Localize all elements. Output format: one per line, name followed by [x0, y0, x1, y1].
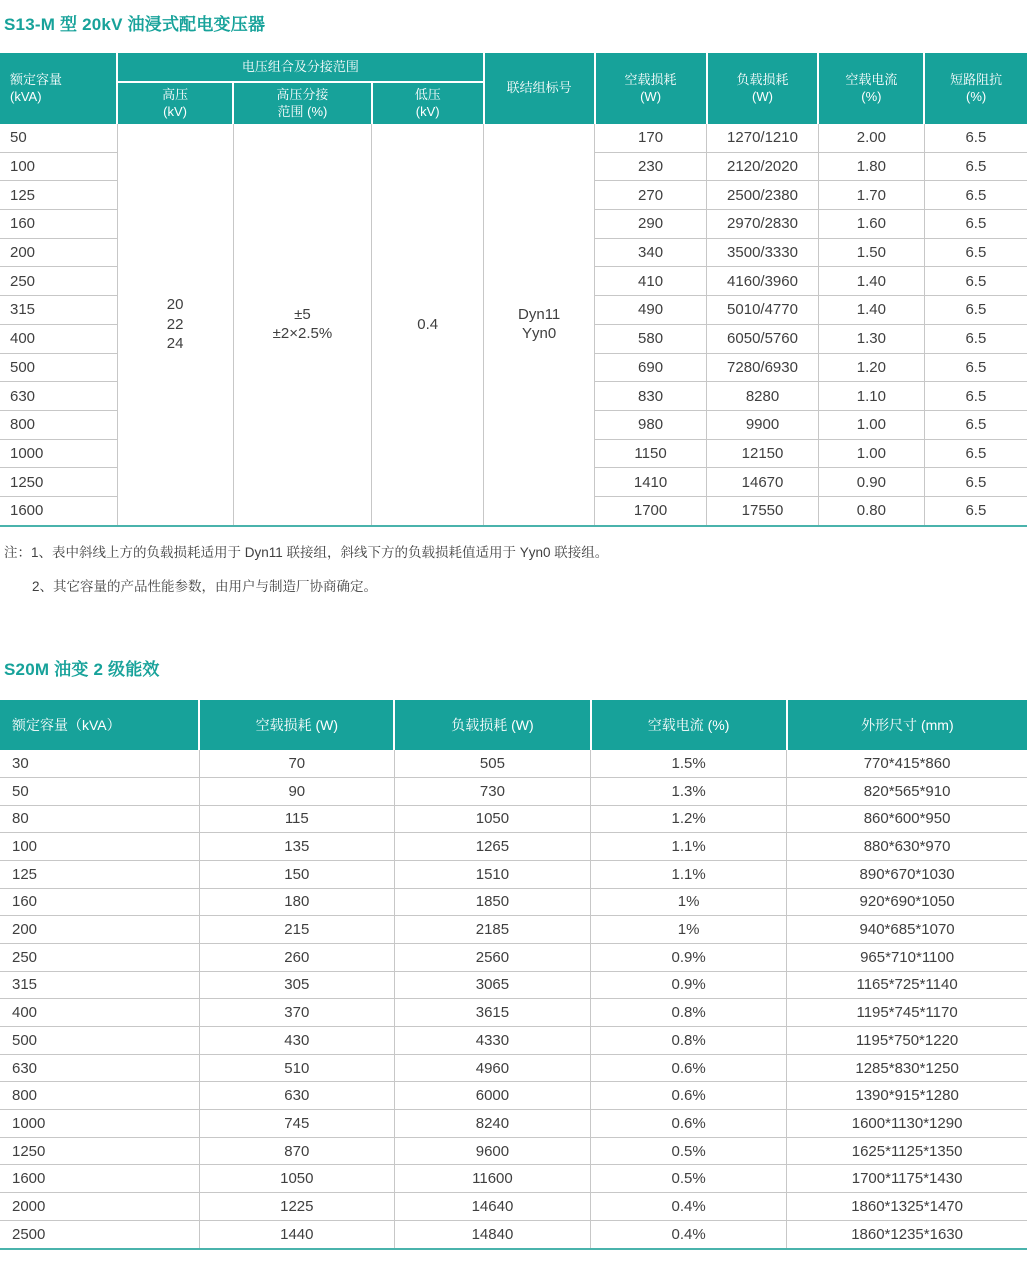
- table-cell: 1%: [591, 888, 787, 916]
- table-cell: 290: [595, 210, 707, 239]
- table-cell: 630: [0, 1054, 199, 1082]
- table-cell: 500: [0, 1027, 199, 1055]
- table-row: [0, 860, 1027, 888]
- t1-header-no-load-loss: [595, 53, 707, 124]
- table-row: [0, 1110, 1027, 1138]
- table-cell: 745: [199, 1110, 394, 1138]
- table-cell: 580: [595, 324, 707, 353]
- t1-header: [0, 53, 1027, 124]
- table-row: [0, 888, 1027, 916]
- table-cell: 270: [595, 181, 707, 210]
- t1-body: [0, 124, 1027, 526]
- note-1-text: 1、表中斜线上方的负载损耗适用于 Dyn11 联接组，斜线下方的负载损耗值适用于 Yyn0 联接组。: [31, 544, 609, 560]
- table-cell: 1.20: [818, 353, 924, 382]
- t1-header-load-loss-unit: (W): [752, 88, 773, 104]
- table-cell: 230: [595, 152, 707, 181]
- table-cell: 2560: [394, 943, 590, 971]
- table-cell: 1.40: [818, 296, 924, 325]
- table-cell: 1700: [595, 496, 707, 525]
- table-cell: 1%: [591, 916, 787, 944]
- t1-vector-group-values: Dyn11 Yyn0: [484, 124, 595, 526]
- table-cell: 0.6%: [591, 1110, 787, 1138]
- table-cell: 1250: [0, 1137, 199, 1165]
- table-cell: 800: [0, 1082, 199, 1110]
- table-cell: 730: [394, 777, 590, 805]
- table-cell: 6.5: [924, 382, 1027, 411]
- table-cell: 1850: [394, 888, 590, 916]
- table-cell: 6050/5760: [707, 324, 819, 353]
- section-s13m: [0, 10, 1027, 597]
- table-cell: 1.00: [818, 439, 924, 468]
- table-cell: 17550: [707, 496, 819, 525]
- table-cell: 260: [199, 943, 394, 971]
- table-row: [0, 1027, 1027, 1055]
- table-cell: 2970/2830: [707, 210, 819, 239]
- table-cell: 370: [199, 999, 394, 1027]
- table-cell: 430: [199, 1027, 394, 1055]
- table-cell: 8280: [707, 382, 819, 411]
- t1-header-row-1: [0, 53, 1027, 82]
- t1-header-rated-capacity-label: 额定容量: [10, 71, 63, 87]
- t1-header-rated-capacity: [0, 53, 117, 124]
- t2-header-load-loss: 负载损耗 (W): [394, 700, 590, 750]
- table-cell: 215: [199, 916, 394, 944]
- table-row: [0, 1082, 1027, 1110]
- table-cell: 1.60: [818, 210, 924, 239]
- table-cell: 305: [199, 971, 394, 999]
- table-cell: 2120/2020: [707, 152, 819, 181]
- table-cell: 3615: [394, 999, 590, 1027]
- table-cell: 1.3%: [591, 777, 787, 805]
- table-cell: 410: [595, 267, 707, 296]
- table-cell: 870: [199, 1137, 394, 1165]
- table-cell: 1265: [394, 833, 590, 861]
- table-cell: 250: [0, 267, 117, 296]
- table-cell: 1390*915*1280: [787, 1082, 1027, 1110]
- table-cell: 820*565*910: [787, 777, 1027, 805]
- t1-notes: [4, 543, 1027, 598]
- table-cell: 8240: [394, 1110, 590, 1138]
- t1-header-voltage-combo: 电压组合及分接范围: [117, 53, 484, 82]
- table-cell: 1165*725*1140: [787, 971, 1027, 999]
- table-cell: 0.5%: [591, 1165, 787, 1193]
- table-cell: 1195*745*1170: [787, 999, 1027, 1027]
- table-cell: 6.5: [924, 439, 1027, 468]
- table-cell: 5010/4770: [707, 296, 819, 325]
- table-cell: 1.80: [818, 152, 924, 181]
- note-2-text: 2、其它容量的产品性能参数，由用户与制造厂协商确定。: [32, 578, 378, 594]
- note-line-2: [4, 577, 1027, 597]
- table-cell: 4960: [394, 1054, 590, 1082]
- table-cell: 200: [0, 238, 117, 267]
- table-cell: 1150: [595, 439, 707, 468]
- table-row: [0, 124, 1027, 152]
- table-cell: 7280/6930: [707, 353, 819, 382]
- table-cell: 200: [0, 916, 199, 944]
- table-cell: 1250: [0, 468, 117, 497]
- t1-header-hv: [117, 82, 233, 124]
- table-cell: 1285*830*1250: [787, 1054, 1027, 1082]
- table-cell: 0.8%: [591, 1027, 787, 1055]
- table-cell: 1.30: [818, 324, 924, 353]
- table-cell: 1.1%: [591, 833, 787, 861]
- table-row: [0, 1220, 1027, 1248]
- table-cell: 12150: [707, 439, 819, 468]
- table-cell: 135: [199, 833, 394, 861]
- table-cell: 1700*1175*1430: [787, 1165, 1027, 1193]
- table-cell: 250: [0, 943, 199, 971]
- table-cell: 1.00: [818, 410, 924, 439]
- t2-header-row: [0, 700, 1027, 750]
- table-cell: 1.1%: [591, 860, 787, 888]
- t1-header-no-load-loss-unit: (W): [640, 88, 662, 104]
- t1-header-lv: [372, 82, 484, 124]
- table-cell: 14840: [394, 1220, 590, 1248]
- table-cell: 860*600*950: [787, 805, 1027, 833]
- table-cell: 2500: [0, 1220, 199, 1248]
- table-cell: 125: [0, 860, 199, 888]
- table-cell: 315: [0, 296, 117, 325]
- table-row: [0, 1165, 1027, 1193]
- table-cell: 505: [394, 750, 590, 777]
- t1-header-impedance-unit: (%): [966, 88, 987, 104]
- t2-header-rated-capacity: 额定容量（kVA）: [0, 700, 199, 750]
- table-cell: 490: [595, 296, 707, 325]
- t2-header-no-load-loss: 空载损耗 (W): [199, 700, 394, 750]
- table-cell: 2500/2380: [707, 181, 819, 210]
- table-cell: 0.8%: [591, 999, 787, 1027]
- table-cell: 2.00: [818, 124, 924, 152]
- table-cell: 11600: [394, 1165, 590, 1193]
- table-cell: 2000: [0, 1193, 199, 1221]
- table-cell: 940*685*1070: [787, 916, 1027, 944]
- table-cell: 630: [0, 382, 117, 411]
- t1-header-no-load-loss-label: 空载损耗: [624, 71, 677, 87]
- table-cell: 3065: [394, 971, 590, 999]
- t1-hv-values: 20 22 24: [117, 124, 233, 526]
- table-row: [0, 971, 1027, 999]
- table-cell: 6.5: [924, 468, 1027, 497]
- table-cell: 1510: [394, 860, 590, 888]
- table-cell: 0.5%: [591, 1137, 787, 1165]
- table-cell: 50: [0, 777, 199, 805]
- table-cell: 0.4%: [591, 1220, 787, 1248]
- table-cell: 0.4%: [591, 1193, 787, 1221]
- table-cell: 0.6%: [591, 1082, 787, 1110]
- table-cell: 1.40: [818, 267, 924, 296]
- table-row: [0, 1193, 1027, 1221]
- table-cell: 315: [0, 971, 199, 999]
- t1-header-impedance: [924, 53, 1027, 124]
- t2-header: [0, 700, 1027, 750]
- t2-body: [0, 750, 1027, 1248]
- table-cell: 160: [0, 888, 199, 916]
- table-cell: 100: [0, 833, 199, 861]
- table-cell: 6.5: [924, 496, 1027, 525]
- table-row: [0, 805, 1027, 833]
- t1-lv-value: 0.4: [372, 124, 484, 526]
- s20m-table: [0, 700, 1027, 1249]
- t1-header-vector-group: 联结组标号: [484, 53, 595, 124]
- table-cell: 50: [0, 124, 117, 152]
- table-cell: 6.5: [924, 267, 1027, 296]
- t1-header-hv-tap-label: 高压分接: [276, 86, 329, 102]
- table-cell: 400: [0, 999, 199, 1027]
- t1-header-load-loss: [707, 53, 819, 124]
- table-cell: 160: [0, 210, 117, 239]
- table-cell: 1600: [0, 1165, 199, 1193]
- table-cell: 30: [0, 750, 199, 777]
- table-row: [0, 750, 1027, 777]
- table-cell: 6.5: [924, 410, 1027, 439]
- table-cell: 0.9%: [591, 943, 787, 971]
- table-cell: 0.6%: [591, 1054, 787, 1082]
- t1-header-rated-capacity-unit: (kVA): [10, 88, 42, 104]
- table-cell: 0.9%: [591, 971, 787, 999]
- table-cell: 500: [0, 353, 117, 382]
- table-cell: 2185: [394, 916, 590, 944]
- table-cell: 1600: [0, 496, 117, 525]
- table-cell: 1.5%: [591, 750, 787, 777]
- table-cell: 1.2%: [591, 805, 787, 833]
- table-cell: 1050: [199, 1165, 394, 1193]
- table-cell: 920*690*1050: [787, 888, 1027, 916]
- t1-header-hv-unit: (kV): [163, 103, 187, 119]
- table-cell: 9600: [394, 1137, 590, 1165]
- table-cell: 1.10: [818, 382, 924, 411]
- table-cell: 150: [199, 860, 394, 888]
- t1-header-load-loss-label: 负载损耗: [736, 71, 789, 87]
- table-cell: 1000: [0, 1110, 199, 1138]
- t1-header-no-load-current-unit: (%): [861, 88, 882, 104]
- table-cell: 980: [595, 410, 707, 439]
- t1-header-hv-tap-unit: 范围 (%): [277, 103, 328, 119]
- table-cell: 6.5: [924, 353, 1027, 382]
- table-cell: 4330: [394, 1027, 590, 1055]
- table-row: [0, 916, 1027, 944]
- table-cell: 70: [199, 750, 394, 777]
- t1-header-hv-label: 高压: [162, 86, 189, 102]
- table-cell: 1270/1210: [707, 124, 819, 152]
- table-cell: 965*710*1100: [787, 943, 1027, 971]
- table-cell: 890*670*1030: [787, 860, 1027, 888]
- s13m-title: S13-M 型 20kV 油浸式配电变压器: [4, 15, 266, 34]
- table-row: [0, 1137, 1027, 1165]
- table-cell: 1860*1325*1470: [787, 1193, 1027, 1221]
- t1-header-no-load-current-label: 空载电流: [845, 71, 898, 87]
- s13m-table: [0, 53, 1027, 527]
- table-cell: 1410: [595, 468, 707, 497]
- table-cell: 6.5: [924, 152, 1027, 181]
- table-cell: 180: [199, 888, 394, 916]
- section-s20m: [0, 655, 1027, 1249]
- table-cell: 510: [199, 1054, 394, 1082]
- table-cell: 1600*1130*1290: [787, 1110, 1027, 1138]
- table-cell: 6.5: [924, 296, 1027, 325]
- table-cell: 1000: [0, 439, 117, 468]
- table-cell: 115: [199, 805, 394, 833]
- table-cell: 1860*1235*1630: [787, 1220, 1027, 1248]
- note-prefix: 注：: [4, 544, 31, 560]
- table-cell: 9900: [707, 410, 819, 439]
- table-cell: 90: [199, 777, 394, 805]
- t1-header-lv-unit: (kV): [415, 103, 440, 119]
- table-cell: 4160/3960: [707, 267, 819, 296]
- t2-header-dimensions: 外形尺寸 (mm): [787, 700, 1027, 750]
- table-cell: 630: [199, 1082, 394, 1110]
- table-cell: 14670: [707, 468, 819, 497]
- table-cell: 1.70: [818, 181, 924, 210]
- table-cell: 6.5: [924, 238, 1027, 267]
- table-cell: 880*630*970: [787, 833, 1027, 861]
- t1-header-no-load-current: [818, 53, 924, 124]
- table-cell: 3500/3330: [707, 238, 819, 267]
- table-row: [0, 999, 1027, 1027]
- t1-header-hv-tap: [233, 82, 372, 124]
- table-row: [0, 777, 1027, 805]
- table-cell: 6.5: [924, 181, 1027, 210]
- t1-header-lv-label: 低压: [414, 86, 441, 102]
- table-cell: 400: [0, 324, 117, 353]
- table-row: [0, 943, 1027, 971]
- table-cell: 14640: [394, 1193, 590, 1221]
- table-cell: 1.50: [818, 238, 924, 267]
- table-cell: 6.5: [924, 210, 1027, 239]
- table-row: [0, 833, 1027, 861]
- table-cell: 170: [595, 124, 707, 152]
- s20m-title: S20M 油变 2 级能效: [4, 660, 160, 680]
- table-row: [0, 1054, 1027, 1082]
- note-line-1: [4, 543, 1027, 563]
- table-cell: 830: [595, 382, 707, 411]
- table-cell: 6000: [394, 1082, 590, 1110]
- table-cell: 100: [0, 152, 117, 181]
- table-cell: 800: [0, 410, 117, 439]
- table-cell: 1050: [394, 805, 590, 833]
- table-cell: 125: [0, 181, 117, 210]
- table-cell: 6.5: [924, 124, 1027, 152]
- table-cell: 1440: [199, 1220, 394, 1248]
- t1-header-impedance-label: 短路阻抗: [950, 71, 1003, 87]
- table-cell: 690: [595, 353, 707, 382]
- table-cell: 0.80: [818, 496, 924, 525]
- table-cell: 1625*1125*1350: [787, 1137, 1027, 1165]
- table-cell: 1195*750*1220: [787, 1027, 1027, 1055]
- table-cell: 340: [595, 238, 707, 267]
- table-cell: 770*415*860: [787, 750, 1027, 777]
- table-cell: 1225: [199, 1193, 394, 1221]
- table-cell: 0.90: [818, 468, 924, 497]
- t1-tap-range-values: ±5 ±2×2.5%: [233, 124, 372, 526]
- table-cell: 80: [0, 805, 199, 833]
- t2-header-no-load-current: 空载电流 (%): [591, 700, 787, 750]
- table-cell: 6.5: [924, 324, 1027, 353]
